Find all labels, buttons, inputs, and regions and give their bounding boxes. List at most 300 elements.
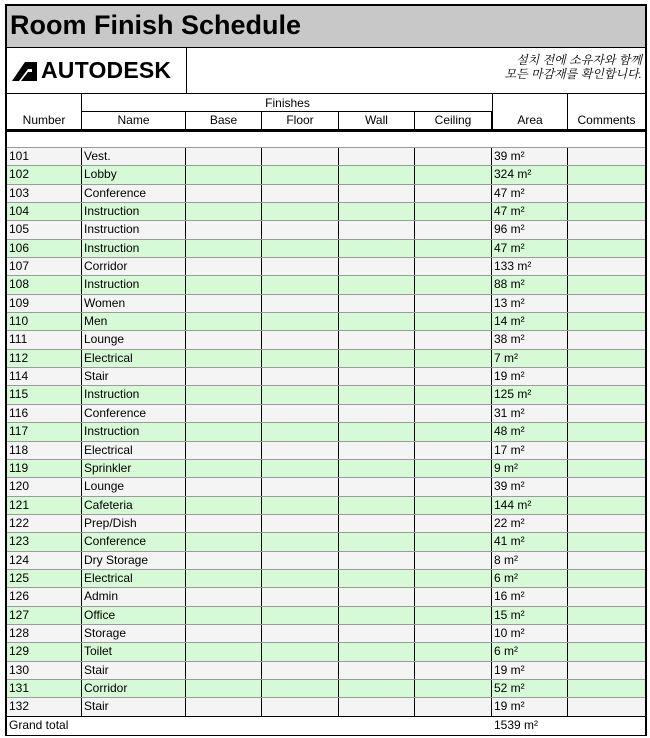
cell-ceiling[interactable]: [415, 350, 492, 367]
header-ceiling-label: Ceiling: [434, 113, 472, 127]
cell-floor[interactable]: [262, 533, 339, 550]
cell-area[interactable]: 13 m²: [492, 295, 568, 312]
cell-name[interactable]: Electrical: [82, 350, 186, 367]
cell-ceiling[interactable]: [415, 185, 492, 202]
table-row[interactable]: [7, 294, 645, 312]
cell-name[interactable]: Storage: [82, 625, 186, 642]
cell-area[interactable]: 6 m²: [492, 643, 568, 660]
cell-floor[interactable]: [262, 423, 339, 440]
cell-base[interactable]: [186, 570, 262, 587]
header-name-label: Name: [117, 113, 150, 127]
cell-name[interactable]: Conference: [82, 405, 186, 422]
table-row[interactable]: [7, 349, 645, 367]
cell-floor[interactable]: [262, 313, 339, 330]
table-row[interactable]: [7, 202, 645, 220]
cell-base[interactable]: [186, 607, 262, 624]
cell-comments[interactable]: [568, 533, 645, 550]
table-row[interactable]: [7, 165, 645, 183]
cell-name[interactable]: Women: [82, 295, 186, 312]
cell-wall[interactable]: [339, 295, 415, 312]
cell-ceiling[interactable]: [415, 460, 492, 477]
cell-wall[interactable]: [339, 405, 415, 422]
cell-comments[interactable]: [568, 405, 645, 422]
cell-wall[interactable]: [339, 497, 415, 514]
cell-area[interactable]: 17 m²: [492, 442, 568, 459]
table-row[interactable]: [7, 385, 645, 403]
cell-name[interactable]: Electrical: [82, 570, 186, 587]
cell-number[interactable]: 116: [7, 405, 82, 422]
cell-floor[interactable]: [262, 148, 339, 165]
cell-ceiling[interactable]: [415, 221, 492, 238]
table-row[interactable]: [7, 697, 645, 715]
cell-base[interactable]: [186, 497, 262, 514]
cell-wall[interactable]: [339, 460, 415, 477]
cell-ceiling[interactable]: [415, 203, 492, 220]
cell-number[interactable]: 124: [7, 552, 82, 569]
header-gap: [7, 132, 645, 146]
cell-ceiling[interactable]: [415, 423, 492, 440]
cell-comments[interactable]: [568, 515, 645, 532]
cell-area[interactable]: 31 m²: [492, 405, 568, 422]
cell-floor[interactable]: [262, 515, 339, 532]
table-row[interactable]: [7, 275, 645, 293]
cell-wall[interactable]: [339, 607, 415, 624]
cell-ceiling[interactable]: [415, 386, 492, 403]
cell-wall[interactable]: [339, 368, 415, 385]
cell-comments[interactable]: [568, 166, 645, 183]
cell-floor[interactable]: [262, 588, 339, 605]
cell-number[interactable]: 126: [7, 588, 82, 605]
grand-total-label: Grand total: [9, 718, 69, 732]
table-row[interactable]: [7, 569, 645, 587]
header-comments-label: Comments: [577, 113, 636, 127]
cell-number[interactable]: 128: [7, 625, 82, 642]
cell-base[interactable]: [186, 405, 262, 422]
cell-base[interactable]: [186, 221, 262, 238]
cell-ceiling[interactable]: [415, 331, 492, 348]
cell-ceiling[interactable]: [415, 533, 492, 550]
cell-floor[interactable]: [262, 350, 339, 367]
cell-comments[interactable]: [568, 588, 645, 605]
header-floor-label: Floor: [286, 113, 314, 127]
cell-wall[interactable]: [339, 386, 415, 403]
cell-area[interactable]: 48 m²: [492, 423, 568, 440]
cell-ceiling[interactable]: [415, 405, 492, 422]
cell-name[interactable]: Sprinkler: [82, 460, 186, 477]
cell-wall[interactable]: [339, 625, 415, 642]
cell-comments[interactable]: [568, 258, 645, 275]
cell-comments[interactable]: [568, 662, 645, 679]
table-row[interactable]: [7, 477, 645, 495]
cell-floor[interactable]: [262, 570, 339, 587]
cell-base[interactable]: [186, 680, 262, 697]
cell-area[interactable]: 19 m²: [492, 698, 568, 715]
logo-text: AUTODESK: [41, 57, 172, 83]
cell-number[interactable]: 121: [7, 497, 82, 514]
table-row[interactable]: [7, 624, 645, 642]
cell-floor[interactable]: [262, 442, 339, 459]
cell-base[interactable]: [186, 552, 262, 569]
cell-area[interactable]: 47 m²: [492, 240, 568, 257]
cell-number[interactable]: 101: [7, 148, 82, 165]
cell-name[interactable]: Vest.: [82, 148, 186, 165]
cell-base[interactable]: [186, 203, 262, 220]
cell-ceiling[interactable]: [415, 295, 492, 312]
cell-wall[interactable]: [339, 698, 415, 715]
cell-ceiling[interactable]: [415, 497, 492, 514]
cell-ceiling[interactable]: [415, 148, 492, 165]
cell-base[interactable]: [186, 625, 262, 642]
cell-ceiling[interactable]: [415, 442, 492, 459]
cell-ceiling[interactable]: [415, 607, 492, 624]
table-row[interactable]: [7, 459, 645, 477]
header-base[interactable]: [186, 112, 262, 129]
cell-area[interactable]: 88 m²: [492, 276, 568, 293]
cell-ceiling[interactable]: [415, 643, 492, 660]
cell-wall[interactable]: [339, 478, 415, 495]
cell-comments[interactable]: [568, 313, 645, 330]
cell-area[interactable]: 19 m²: [492, 368, 568, 385]
cell-base[interactable]: [186, 698, 262, 715]
cell-area[interactable]: 52 m²: [492, 680, 568, 697]
cell-number[interactable]: 106: [7, 240, 82, 257]
cell-name[interactable]: Conference: [82, 185, 186, 202]
cell-area[interactable]: 9 m²: [492, 460, 568, 477]
cell-floor[interactable]: [262, 368, 339, 385]
cell-name[interactable]: Instruction: [82, 386, 186, 403]
autodesk-logo-icon: [11, 61, 39, 81]
cell-number[interactable]: 109: [7, 295, 82, 312]
cell-wall[interactable]: [339, 166, 415, 183]
cell-ceiling[interactable]: [415, 625, 492, 642]
cell-comments[interactable]: [568, 680, 645, 697]
cell-comments[interactable]: [568, 478, 645, 495]
cell-name[interactable]: Office: [82, 607, 186, 624]
cell-floor[interactable]: [262, 662, 339, 679]
cell-name[interactable]: Instruction: [82, 423, 186, 440]
cell-area[interactable]: 144 m²: [492, 497, 568, 514]
cell-area[interactable]: 19 m²: [492, 662, 568, 679]
cell-base[interactable]: [186, 258, 262, 275]
cell-number[interactable]: 120: [7, 478, 82, 495]
cell-name[interactable]: Corridor: [82, 258, 186, 275]
cell-floor[interactable]: [262, 680, 339, 697]
cell-name[interactable]: Lounge: [82, 478, 186, 495]
cell-wall[interactable]: [339, 442, 415, 459]
header-ceiling[interactable]: [415, 112, 492, 129]
cell-wall[interactable]: [339, 313, 415, 330]
cell-area[interactable]: 10 m²: [492, 625, 568, 642]
cell-number[interactable]: 115: [7, 386, 82, 403]
cell-comments[interactable]: [568, 442, 645, 459]
cell-name[interactable]: Toilet: [82, 643, 186, 660]
header-name[interactable]: [82, 112, 186, 129]
cell-number[interactable]: 104: [7, 203, 82, 220]
cell-number[interactable]: 114: [7, 368, 82, 385]
table-row[interactable]: [7, 606, 645, 624]
cell-comments[interactable]: [568, 221, 645, 238]
cell-floor[interactable]: [262, 166, 339, 183]
cell-base[interactable]: [186, 166, 262, 183]
cell-number[interactable]: 103: [7, 185, 82, 202]
cell-base[interactable]: [186, 185, 262, 202]
cell-wall[interactable]: [339, 643, 415, 660]
cell-name[interactable]: Instruction: [82, 221, 186, 238]
table-row[interactable]: [7, 422, 645, 440]
header-wall-label: Wall: [365, 113, 388, 127]
cell-wall[interactable]: [339, 533, 415, 550]
cell-area[interactable]: 125 m²: [492, 386, 568, 403]
cell-name[interactable]: Admin: [82, 588, 186, 605]
header-wall[interactable]: [339, 112, 415, 129]
cell-wall[interactable]: [339, 148, 415, 165]
cell-base[interactable]: [186, 588, 262, 605]
cell-floor[interactable]: [262, 552, 339, 569]
cell-number[interactable]: 123: [7, 533, 82, 550]
cell-name[interactable]: Cafeteria: [82, 497, 186, 514]
cell-ceiling[interactable]: [415, 662, 492, 679]
cell-area[interactable]: 22 m²: [492, 515, 568, 532]
cell-base[interactable]: [186, 295, 262, 312]
cell-ceiling[interactable]: [415, 552, 492, 569]
cell-area[interactable]: 39 m²: [492, 148, 568, 165]
table-row[interactable]: [7, 679, 645, 697]
cell-name[interactable]: Prep/Dish: [82, 515, 186, 532]
table-row[interactable]: [7, 587, 645, 605]
cell-base[interactable]: [186, 331, 262, 348]
logo-box: [7, 48, 187, 93]
cell-name[interactable]: Conference: [82, 533, 186, 550]
cell-floor[interactable]: [262, 460, 339, 477]
table-row[interactable]: [7, 367, 645, 385]
cell-number[interactable]: 119: [7, 460, 82, 477]
cell-number[interactable]: 125: [7, 570, 82, 587]
cell-ceiling[interactable]: [415, 588, 492, 605]
cell-name[interactable]: Lounge: [82, 331, 186, 348]
cell-base[interactable]: [186, 533, 262, 550]
cell-ceiling[interactable]: [415, 276, 492, 293]
cell-floor[interactable]: [262, 185, 339, 202]
cell-base[interactable]: [186, 386, 262, 403]
cell-name[interactable]: Stair: [82, 698, 186, 715]
cell-name[interactable]: Stair: [82, 368, 186, 385]
cell-wall[interactable]: [339, 662, 415, 679]
cell-floor[interactable]: [262, 203, 339, 220]
cell-floor[interactable]: [262, 625, 339, 642]
cell-floor[interactable]: [262, 698, 339, 715]
cell-area[interactable]: 133 m²: [492, 258, 568, 275]
cell-floor[interactable]: [262, 643, 339, 660]
cell-ceiling[interactable]: [415, 515, 492, 532]
cell-number[interactable]: 127: [7, 607, 82, 624]
cell-comments[interactable]: [568, 331, 645, 348]
cell-base[interactable]: [186, 368, 262, 385]
cell-base[interactable]: [186, 423, 262, 440]
cell-base[interactable]: [186, 515, 262, 532]
header-area[interactable]: [492, 94, 568, 129]
cell-wall[interactable]: [339, 331, 415, 348]
cell-name[interactable]: Instruction: [82, 203, 186, 220]
cell-wall[interactable]: [339, 203, 415, 220]
cell-comments[interactable]: [568, 276, 645, 293]
cell-number[interactable]: 117: [7, 423, 82, 440]
cell-number[interactable]: 102: [7, 166, 82, 183]
cell-ceiling[interactable]: [415, 698, 492, 715]
cell-wall[interactable]: [339, 423, 415, 440]
cell-name[interactable]: Electrical: [82, 442, 186, 459]
cell-wall[interactable]: [339, 515, 415, 532]
cell-name[interactable]: Dry Storage: [82, 552, 186, 569]
header-floor[interactable]: [262, 112, 339, 129]
cell-ceiling[interactable]: [415, 240, 492, 257]
cell-comments[interactable]: [568, 497, 645, 514]
cell-comments[interactable]: [568, 625, 645, 642]
cell-area[interactable]: 38 m²: [492, 331, 568, 348]
cell-base[interactable]: [186, 276, 262, 293]
cell-area[interactable]: 15 m²: [492, 607, 568, 624]
cell-comments[interactable]: [568, 203, 645, 220]
cell-wall[interactable]: [339, 552, 415, 569]
cell-name[interactable]: Corridor: [82, 680, 186, 697]
table-row[interactable]: [7, 257, 645, 275]
table-row[interactable]: [7, 514, 645, 532]
cell-base[interactable]: [186, 148, 262, 165]
cell-area[interactable]: 8 m²: [492, 552, 568, 569]
cell-number[interactable]: 118: [7, 442, 82, 459]
cell-area[interactable]: 47 m²: [492, 203, 568, 220]
cell-comments[interactable]: [568, 698, 645, 715]
cell-base[interactable]: [186, 350, 262, 367]
table-row[interactable]: [7, 239, 645, 257]
cell-area[interactable]: 39 m²: [492, 478, 568, 495]
cell-number[interactable]: 107: [7, 258, 82, 275]
table-row[interactable]: [7, 551, 645, 569]
cell-name[interactable]: Instruction: [82, 276, 186, 293]
cell-number[interactable]: 129: [7, 643, 82, 660]
cell-number[interactable]: 108: [7, 276, 82, 293]
cell-wall[interactable]: [339, 185, 415, 202]
cell-comments[interactable]: [568, 185, 645, 202]
cell-comments[interactable]: [568, 423, 645, 440]
table-row[interactable]: [7, 404, 645, 422]
table-row[interactable]: [7, 496, 645, 514]
cell-base[interactable]: [186, 240, 262, 257]
cell-comments[interactable]: [568, 350, 645, 367]
cell-comments[interactable]: [568, 552, 645, 569]
cell-comments[interactable]: [568, 368, 645, 385]
cell-number[interactable]: 105: [7, 221, 82, 238]
cell-base[interactable]: [186, 313, 262, 330]
cell-name[interactable]: Instruction: [82, 240, 186, 257]
cell-number[interactable]: 112: [7, 350, 82, 367]
cell-comments[interactable]: [568, 570, 645, 587]
cell-number[interactable]: 131: [7, 680, 82, 697]
cell-wall[interactable]: [339, 240, 415, 257]
table-row[interactable]: [7, 147, 645, 165]
table-row[interactable]: [7, 661, 645, 679]
cell-ceiling[interactable]: [415, 313, 492, 330]
cell-number[interactable]: 122: [7, 515, 82, 532]
cell-number[interactable]: 111: [7, 331, 82, 348]
header-number[interactable]: [7, 94, 82, 129]
cell-floor[interactable]: [262, 497, 339, 514]
cell-area[interactable]: 41 m²: [492, 533, 568, 550]
table-row[interactable]: [7, 220, 645, 238]
cell-base[interactable]: [186, 643, 262, 660]
header-comments[interactable]: [568, 94, 645, 129]
cell-floor[interactable]: [262, 240, 339, 257]
cell-area[interactable]: 14 m²: [492, 313, 568, 330]
cell-comments[interactable]: [568, 240, 645, 257]
table-row[interactable]: [7, 312, 645, 330]
cell-base[interactable]: [186, 478, 262, 495]
cell-base[interactable]: [186, 460, 262, 477]
cell-floor[interactable]: [262, 258, 339, 275]
cell-floor[interactable]: [262, 295, 339, 312]
table-row[interactable]: [7, 184, 645, 202]
cell-area[interactable]: 7 m²: [492, 350, 568, 367]
schedule-title: Room Finish Schedule: [10, 10, 302, 40]
cell-ceiling[interactable]: [415, 258, 492, 275]
cell-floor[interactable]: [262, 478, 339, 495]
cell-floor[interactable]: [262, 331, 339, 348]
cell-name[interactable]: Lobby: [82, 166, 186, 183]
cell-area[interactable]: 96 m²: [492, 221, 568, 238]
cell-name[interactable]: Stair: [82, 662, 186, 679]
cell-floor[interactable]: [262, 386, 339, 403]
cell-wall[interactable]: [339, 258, 415, 275]
table-row[interactable]: [7, 532, 645, 550]
cell-ceiling[interactable]: [415, 478, 492, 495]
cell-number[interactable]: 132: [7, 698, 82, 715]
table-row[interactable]: [7, 330, 645, 348]
cell-area[interactable]: 324 m²: [492, 166, 568, 183]
cell-ceiling[interactable]: [415, 680, 492, 697]
cell-ceiling[interactable]: [415, 166, 492, 183]
cell-floor[interactable]: [262, 276, 339, 293]
table-row[interactable]: [7, 642, 645, 660]
cell-wall[interactable]: [339, 276, 415, 293]
cell-ceiling[interactable]: [415, 570, 492, 587]
header-number-label: Number: [22, 113, 66, 127]
cell-comments[interactable]: [568, 295, 645, 312]
cell-comments[interactable]: [568, 148, 645, 165]
cell-ceiling[interactable]: [415, 368, 492, 385]
cell-comments[interactable]: [568, 607, 645, 624]
cell-wall[interactable]: [339, 680, 415, 697]
cell-wall[interactable]: [339, 588, 415, 605]
table-row[interactable]: [7, 441, 645, 459]
cell-number[interactable]: 110: [7, 313, 82, 330]
cell-floor[interactable]: [262, 607, 339, 624]
cell-wall[interactable]: [339, 350, 415, 367]
cell-base[interactable]: [186, 662, 262, 679]
cell-area[interactable]: 6 m²: [492, 570, 568, 587]
cell-floor[interactable]: [262, 221, 339, 238]
cell-area[interactable]: 16 m²: [492, 588, 568, 605]
cell-comments[interactable]: [568, 460, 645, 477]
cell-floor[interactable]: [262, 405, 339, 422]
cell-base[interactable]: [186, 442, 262, 459]
cell-comments[interactable]: [568, 643, 645, 660]
cell-name[interactable]: Men: [82, 313, 186, 330]
cell-number[interactable]: 130: [7, 662, 82, 679]
note-line: 모든 마감재를 확인합니다.: [504, 67, 642, 81]
cell-wall[interactable]: [339, 570, 415, 587]
cell-area[interactable]: 47 m²: [492, 185, 568, 202]
cell-comments[interactable]: [568, 386, 645, 403]
cell-wall[interactable]: [339, 221, 415, 238]
